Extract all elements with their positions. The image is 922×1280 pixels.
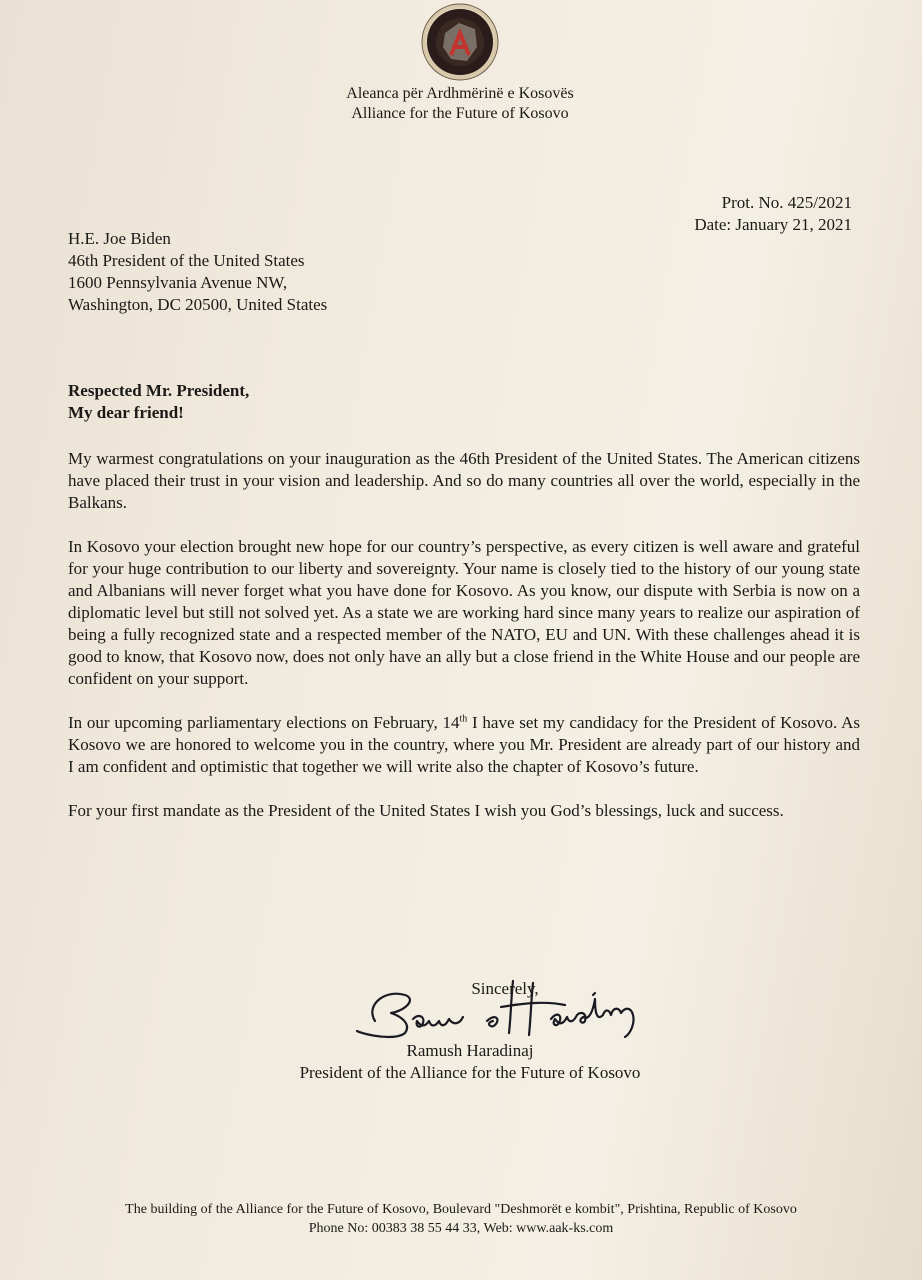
ordinal-suffix: th xyxy=(459,713,468,725)
body-paragraph xyxy=(68,712,860,778)
signer-title: President of the Alliance for the Future of Kosovo xyxy=(299,1063,641,1082)
org-name-english: Alliance for the Future of Kosovo xyxy=(351,105,569,122)
aak-logo-icon xyxy=(415,3,505,81)
protocol-block xyxy=(694,192,852,236)
org-name-albanian: Aleanca për Ardhmërinë e Kosovës xyxy=(346,85,574,102)
footer-address: The building of the Alliance for the Future of Kosovo, Boulevard "Deshmorët e kombit", Prishtina, Republic of Kosovo xyxy=(125,1202,797,1217)
org-header xyxy=(200,84,720,124)
recipient-address xyxy=(68,228,327,316)
letter-body xyxy=(68,448,860,844)
recipient-line: H.E. Joe Biden xyxy=(68,229,171,248)
body-paragraph: For your first mandate as the President of the United States I wish you God’s blessings, luck and success. xyxy=(68,801,784,820)
salutation xyxy=(68,380,249,424)
salutation-line: My dear friend! xyxy=(68,403,184,422)
recipient-line: 1600 Pennsylvania Avenue NW, xyxy=(68,273,288,292)
letter-date: Date: January 21, 2021 xyxy=(694,215,852,234)
protocol-number: Prot. No. 425/2021 xyxy=(721,193,852,212)
paragraph-text: I have set my candidacy for the President of Kosovo. As Kosovo we are honored to welcome you in the country, where you Mr. President are already part of our history and I am confident and optimistic that together we will write also the chapter of Kosovo’s future. xyxy=(68,713,860,776)
closing-sincerely: Sincerely, xyxy=(471,979,539,998)
recipient-line: 46th President of the United States xyxy=(68,251,305,270)
recipient-line: Washington, DC 20500, United States xyxy=(68,295,328,314)
body-paragraph: My warmest congratulations on your inauguration as the 46th President of the United States. The American citizens have placed their trust in your vision and leadership. And so do many countries all over the world, especially in the Balkans. xyxy=(68,449,860,512)
body-paragraph: In Kosovo your election brought new hope for our country’s perspective, as every citizen is well aware and grateful for your huge contribution to our liberty and sovereignty. Your name is closely tied to the history of our young state and Albanians will never forget what you have done for Kosovo. As you know, our dispute with Serbia is now on a diplomatic level but still not solved yet. As a state we are working hard since many years to realize our aspiration of being a fully recognized state and a respected member of the NATO, EU and UN. With these challenges ahead it is good to know, that Kosovo now, does not only have an ally but a close friend in the White House and our people are confident on your support. xyxy=(68,537,860,688)
salutation-line: Respected Mr. President, xyxy=(68,381,250,400)
paragraph-text: In our upcoming parliamentary elections on February, 14 xyxy=(68,713,460,732)
footer-contact: Phone No: 00383 38 55 44 33, Web: www.aak-ks.com xyxy=(308,1221,614,1236)
closing-block xyxy=(230,978,710,1084)
signer-name: Ramush Haradinaj xyxy=(406,1041,534,1060)
letter-footer xyxy=(20,1200,902,1238)
